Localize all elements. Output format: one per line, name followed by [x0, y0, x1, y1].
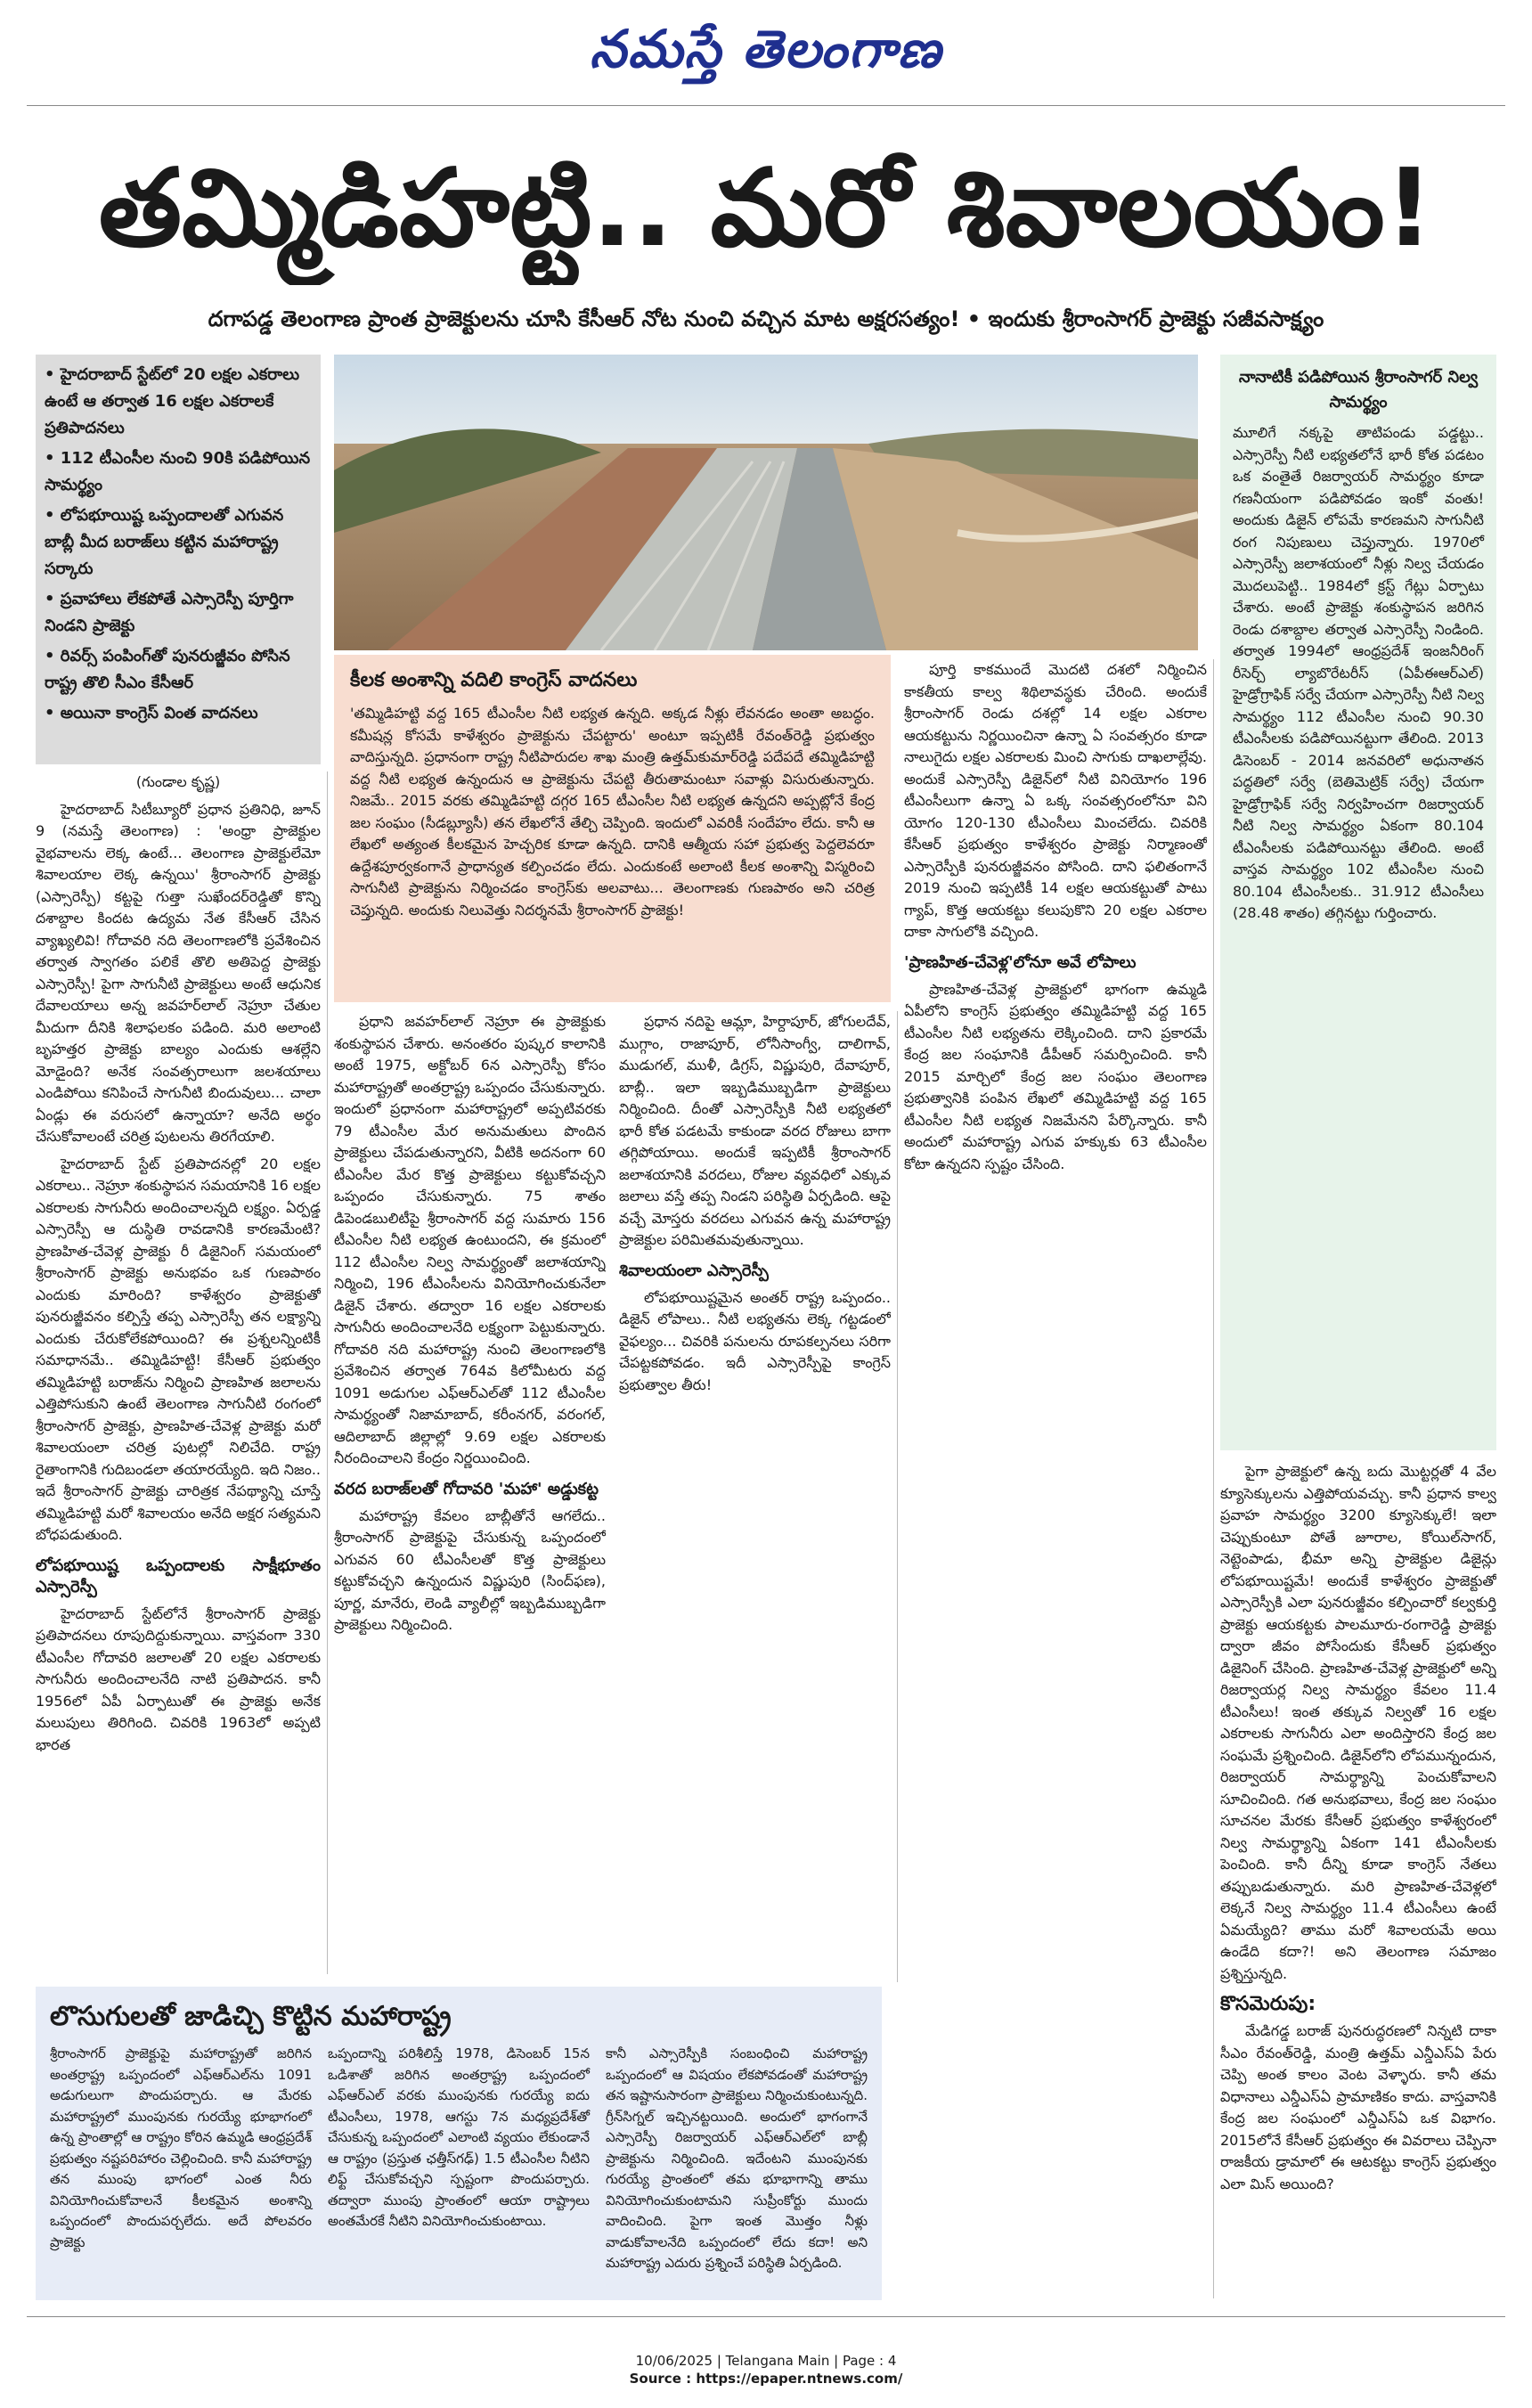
- section-heading: శివాలయంలా ఎస్సారెస్పీ: [619, 1261, 769, 1280]
- paragraph: హైదరాబాద్ స్టేట్ ప్రతిపాదనల్లో 20 లక్షల ఎకరాలు.. నెహ్రూ శంకుస్థాపన సమయానికి 16 లక్షల ఎకరాలకు సాగునీరు అందించాలన్నది లక్ష్యం. ఏర్పడ్డ ఎస్సారెస్పీ ఆ దుస్థితి రావడానికి కారణమేంటి? ప్రాణహిత-చేవెళ్ల ప్రాజెక్టు రీ డిజైనింగ్ సమయంలో శ్రీరాంసాగర్ ప్రాజెక్టు అనుభవం ఒక గుణపాఠం ఎందుకు మారింది? కాళేశ్వరం ప్రాజెక్టుతో పునరుజ్జీవనం కల్పిస్తే తప్ప ఎస్సారెస్పీ తన లక్ష్యాన్ని ఎందుకు చేరుకోలేకపోయింది? ఈ ప్రశ్నలన్నింటికీ సమాధానమే.. తమ్మిడిహట్టి! కేసీఆర్ ప్రభుత్వం తమ్మిడిహట్టి బరాజ్‌ను నిర్మించి ప్రాణహిత జలాలను ఎత్తిపోసుకుని ఉంటే తెలంగాణ సాగునీటి రంగంలో శ్రీరాంసాగర్ ప్రాజెక్టు, ప్రాణహిత-చేవెళ్ల ప్రాజెక్టు మరో శివాలయంలా చరిత్ర పుటల్లో నిలిచేది. రాష్ట్ర రైతాంగానికి గుదిబండలా తయారయ్యేది. ఇది నిజం.. ఇదే శ్రీరాంసాగర్ ప్రాజెక్టు చారిత్రక నేపథ్యాన్ని చూస్తే తమ్మిడిహట్టి మరో శివాలయం అనేది అక్షర సత్యమని బోధపడుతుంది.: [36, 1155, 321, 1543]
- maharashtra-box: [36, 1987, 882, 2300]
- highlight-item: • అయినా కాంగ్రెస్ వింత వాదనలు: [45, 700, 312, 727]
- section-heading: లోపభూయిష్ట ఒప్పందాలకు సాక్షీభూతం ఎస్సారెస్పీ: [36, 1555, 321, 1596]
- paragraph: లోపభూయిష్టమైన అంతర్ రాష్ట్ర ఒప్పందం.. డిజైన్ లోపాలు.. నీటి లభ్యతను లెక్క గట్టడంలో వైఫల్యం... చివరికి పనులను రూపకల్పనలు సరిగా చేపట్టకపోవడం. ఇదీ ఎస్సారెస్పీపై కాంగ్రెస్ ప్రభుత్వాల తీరు!: [619, 1288, 891, 1393]
- highlight-item: • లోపభూయిష్ట ఒప్పందాలతో ఎగువన బాబ్లీ మీద బరాజ్‌లు కట్టిన మహారాష్ట్ర సర్కారు: [45, 502, 312, 583]
- article-column-1: [36, 771, 321, 1978]
- paragraph: పైగా ప్రాజెక్టులో ఉన్న బదు మొట్టర్లతో 4 వేల క్యూసెక్కులను ఎత్తిపోయవచ్చు. కానీ ప్రధాన కాల్వ ప్రవాహ సామర్థ్యం 3200 క్యూసెక్కులే! ఇలా చెప్పుకుంటూ పోతే జూరాల, కోయిల్‌సాగర్, నెట్టెంపాడు, భీమా అన్ని ప్రాజెక్టుల డిజైన్లు లోపభూయిష్టమే! అందుకే కాళేశ్వరం ప్రాజెక్టుతో ఎస్సారెస్పీకి ఎలా పునరుజ్జీవం కల్పించారో కల్వకుర్తి ప్రాజెక్టు ఆయకట్టకు పాలమూరు-రంగారెడ్డి ప్రాజెక్టు ద్వారా జీవం పోసేందుకు కేసీఆర్ ప్రభుత్వం డిజైనింగ్ చేసింది. ప్రాణహిత-చేవెళ్ల ప్రాజెక్టులో అన్ని రిజర్వాయర్ల నిల్వ సామర్థ్యం కేవలం 11.4 టీఎంసీలు! ఇంత తక్కువ నిల్వతో 16 లక్షల ఎకరాలకు సాగునీరు ఎలా అందిస్తారని కేంద్ర జల సంఘమే ప్రశ్నించింది. డిజైన్‌లోని లోపమున్నందున, రిజర్వాయర్ సామర్థ్యాన్ని పెంచుకోవాలని సూచించింది. గత అనుభవాలు, కేంద్ర జల సంఘం సూచనల మేరకు కేసీఆర్ ప్రభుత్వం కాళేశ్వరంలో నిల్వ సామర్థ్యాన్ని ఏకంగా 141 టీఎంసీలకు పెంచింది. కానీ దీన్ని కూడా కాంగ్రెస్ నేతలు తప్పుబడుతున్నారు. మరి ప్రాణహిత-చేవెళ్లలో లెక్కనే నిల్వ సామర్థ్యం 11.4 టీఎంసీలు ఉంటే ఏమయ్యేది? తాము మరో శివాలయమే అయి ఉండేది కదా?! అని తెలంగాణ సమాజం ప్రశ్నిస్తున్నది.: [1220, 1463, 1496, 1982]
- paragraph: మహారాష్ట్ర కేవలం బాబ్లీతోనే ఆగలేదు.. శ్రీరాంసాగర్ ప్రాజెక్టుపై చేసుకున్న ఒప్పందంలో ఎగువన 60 టీఎంసీలతో కొత్త ప్రాజెక్టులు కట్టుకోవచ్చని ఉన్నందున విష్ణుపురి (సింద్‌ఫణ), పూర్ణ, మానేరు, లెండి వ్యాలీల్లో ఇబ్బడిముబ్బడిగా ప్రాజెక్టులు నిర్మించింది.: [334, 1506, 606, 1633]
- pullquote-box: [334, 655, 891, 1002]
- paragraph: పూర్తి కాకముందే మొదటి దశలో నిర్మించిన కాకతీయ కాల్వ శిథిలావస్థకు చేరింది. అందుకే శ్రీరాంసాగర్ రెండు దశల్లో 14 లక్షల ఎకరాల ఆయకట్టును నిర్ణయించినా ఉన్నా ఏ సంవత్సరం కూడా నాలుగైదు లక్షల ఎకరాలకు మించి సాగుకు దాఖలాల్లేవు. అందుకే ఎస్సారెస్పీ డిజైన్‌లో నీటి వినియోగం 196 టీఎంసీలుగా ఉన్నా ఏ ఒక్క సంవత్సరంలోనూ విని యోగం 120-130 టీఎంసీలు మించలేదు. చివరికి కేసీఆర్ ప్రభుత్వం కాళేశ్వరం ప్రాజెక్టు నిర్మాణంతో ఎస్సారెస్పీకి పునరుజ్జీవనం పోసింది. దాని ఫలితంగానే 2019 నుంచి ఇప్పటికీ 14 లక్షల ఆయకట్టుతో పాటు గ్యాప్, కొత్త ఆయకట్టు కలుపుకొని 20 లక్షల ఎకరాల దాకా సాగులోకి వచ్చింది.: [904, 661, 1207, 940]
- section-heading: వరద బరాజ్‌లతో గోదావరి 'మహా' అడ్డుకట్ట: [334, 1479, 599, 1498]
- article-column-5: [1220, 1461, 1496, 2300]
- paragraph: మేడిగడ్డ బరాజ్ పునరుద్ధరణలో నిన్నటి దాకా సీఎం రేవంత్‌రెడ్డి, మంత్రి ఉత్తమ్ ఎన్డీఎస్ఏ పేరు చెప్పి అంత కాలం వెంట వెళ్ళారు. కానీ తమ విధానాలు ఎన్డీఎస్ఏ ప్రామాణికం కాదు. వాస్తవానికి కేంద్ర జల సంఘంలో ఎన్డీఎస్ఏ ఒక విభాగం. 2015లోనే కేసీఆర్ ప్రభుత్వం ఈ వివరాలు చెప్పినా రాజకీయ డ్రామాలో ఈ ఆటకట్టు కాంగ్రెస్ ప్రభుత్వం ఎలా మిస్ అయింది?: [1220, 2022, 1496, 2192]
- byline: (గుండాల కృష్ణ): [135, 773, 221, 790]
- subheadline: దగాపడ్డ తెలంగాణ ప్రాంత ప్రాజెక్టులను చూసి కేసీఆర్ నోట నుంచి వచ్చిన మాట అక్షరసత్యం! • ఇందుకు శ్రీరాంసాగర్ ప్రాజెక్టు సజీవసాక్ష్యం: [208, 306, 1324, 331]
- highlight-item: • ప్రవాహాలు లేకపోతే ఎస్సారెస్పీ పూర్తిగా నిండని ప్రాజెక్టు: [45, 586, 312, 640]
- paragraph: హైదరాబాద్ సిటీబ్యూరో ప్రధాన ప్రతినిధి, జూన్ 9 (నమస్తే తెలంగాణ) : 'అంధ్రా ప్రాజెక్టుల వైభవాలను లెక్క ఉంటే... తెలంగాణ ప్రాజెక్టులేమో శివాలయాల లెక్క ఉన్నయి' శ్రీరాంసాగర్ ప్రాజెక్టు (ఎస్సారెస్పీ) కట్టపై గుత్తా సుఖేందర్‌రెడ్డితో కొన్ని దశాబ్దాల కిందట ఉద్యమ నేత కేసీఆర్ చేసిన వ్యాఖ్యలివి! గోదావరి నది తెలంగాణలోకి ప్రవేశించిన తర్వాత స్వాగతం పలికే తొలి అతిపెద్ద ప్రాజెక్టు ఎస్సారెస్పీ! పైగా సాగునీటి ప్రాజెక్టులు అంటే ఆధునిక దేవాలయాలు అన్న జవహర్‌లాల్ నెహ్రూ చేతుల మీదుగా దీనికి శిలాఫలకం పడింది. మరి అలాంటి బృహత్తర ప్రాజెక్టు బాల్యం ఎందుకు ఆశల్లేని మోడైంది? అనేక సంవత్సరాలుగా జలశయాలు ఎండిపోయి కనిపించే సాగునీటి బిందువులు... చాలా ఏండ్లు ఈ వరుసలో ఉన్నాయా? అనేది అర్థం చేసుకోవాలంటే చరిత్ర పుటలను తిరగేయాలి.: [36, 800, 321, 1145]
- headline: తమ్మిడిహట్టి.. మరో శివాలయం!: [98, 147, 1434, 271]
- footer: [0, 2352, 1532, 2388]
- paragraph: ప్రధాన నదిపై ఆమ్లా, హిర్దాపూర్, జోగులదేవ్, ముగ్గాం, రాజాపూర్, లోనీసాంగ్వీ, దాలిగావ్, ముడుగల్, ముళీ, డిగ్రస్, విష్ణుపురి, దేవాపూర్, బాబ్లీ.. ఇలా ఇబ్బడిముబ్బడిగా ప్రాజెక్టులు నిర్మించింది. దీంతో ఎస్సారెస్పీకి నీటి లభ్యతలో భారీ కోత పడటమే కాకుండా వరద రోజులు బాగా తగ్గిపోయాయి. అందుకే ఇప్పటికీ శ్రీరాంసాగర్ జలాశయానికి వరదలు, రోజుల వ్యవధిలో ఎక్కువ జలాలు వస్తే తప్ప నిండని పరిస్థితి ఏర్పడింది. ఆపై వచ్చే మోస్తరు వరదలు ఎగువన ఉన్న మహారాష్ట్ర ప్రాజెక్టుల పరిమితమవుతున్నాయి.: [619, 1013, 891, 1248]
- highlight-item: • 112 టీఎంసీల నుంచి 90కి పడిపోయిన సామర్థ్యం: [45, 445, 312, 499]
- article-column-2: [334, 1011, 606, 1978]
- section-heading: 'ప్రాణహిత-చేవెళ్ల'లోనూ అవే లోపాలు: [904, 952, 1137, 972]
- article-column-4: [904, 659, 1207, 2300]
- section-heading: కొసమెరుపు:: [1220, 1993, 1316, 2015]
- paragraph: హైదరాబాద్ స్టేట్‌లోనే శ్రీరాంసాగర్ ప్రాజెక్టు ప్రతిపాదనలు రూపుదిద్దుకున్నాయి. వాస్తవంగా 330 టీఎంసీల గోదావరి జలాలతో 20 లక్షల ఎకరాలకు సాగునీరు అందించాలనేది నాటి ప్రతిపాదన. కానీ 1956లో ఏపీ ఏర్పాటుతో ఈ ప్రాజెక్టు అనేక మలుపులు తిరిగింది. చివరికి 1963లో అప్పటి భారత: [36, 1604, 321, 1753]
- masthead-logo: నమస్తే తెలంగాణ: [590, 19, 942, 79]
- column-divider: [1213, 659, 1214, 2298]
- column-divider: [327, 771, 328, 1974]
- highlights-box: [36, 355, 321, 764]
- footer-rule: [27, 2316, 1505, 2317]
- capacity-sidebox: [1220, 355, 1496, 1450]
- column-divider: [897, 1011, 898, 1982]
- masthead-rule: [27, 105, 1505, 106]
- footer-source: Source : https://epaper.ntnews.com/: [629, 2371, 903, 2387]
- bluebox-paragraph: కానీ ఎస్సారెస్పీకి సంబంధించి మహారాష్ట్ర ఒప్పందంలో ఆ విషయం లేకపోవడంతో మహారాష్ట్ర తన ఇష్టానుసారంగా ప్రాజెక్టులు నిర్మించుకుంటున్నది. గ్రీన్‌సిగ్నల్ ఇచ్చినట్టయింది. అందులో భాగంగానే ఎస్సారెస్పీ రిజర్వాయర్ ఎఫ్ఆర్ఎల్‌లో బాబ్లీ ప్రాజెక్టును నిర్మించింది. ఇదేంటని ముంపునకు గురయ్యే ప్రాంతంలో తమ భూభాగాన్ని తాము వినియోగించుకుంటామని సుప్రీంకోర్టు ముందు వాదించింది. పైగా ఇంత మొత్తం నీళ్లు వాడుకోవాలనేది ఒప్పందంలో లేదు కదా! అని మహారాష్ట్ర ఎదురు ప్రశ్నించే పరిస్థితి ఏర్పడింది.: [606, 2045, 868, 2271]
- masthead: [0, 0, 1532, 98]
- pullquote-text: 'తమ్మిడిహట్టి వద్ద 165 టీఎంసీల నీటి లభ్యత ఉన్నది. అక్కడ నీళ్లు లేవనడం అంతా అబద్ధం. కమీషన్ల కోసమే కాళేశ్వరం ప్రాజెక్టును చేపట్టారు' అంటూ ఇప్పటికీ రేవంత్‌రెడ్డి ప్రభుత్వం వాదిస్తున్నది. ప్రధానంగా రాష్ట్ర నీటిపారుదల శాఖ మంత్రి ఉత్తమ్‌కుమార్‌రెడ్డి పదేపదే తమ్మిడిహట్టి వద్ద నీటి లభ్యత ఉన్నందున ఆ ప్రాజెక్టును చేపట్టి తీరుతామంటూ సవాళ్లు విసురుతున్నారు. నిజమే.. 2015 వరకు తమ్మిడిహట్టి దగ్గర 165 టీఎంసీల నీటి లభ్యత ఉన్నదని అప్పట్లోనే కేంద్ర జల సంఘం (సీడబ్ల్యూసీ) తన లేఖలోనే తేల్చి చెప్పింది. ఇందులో ఎవరికీ సందేహం లేదు. కానీ ఆ లేఖలో అత్యంత కీలకమైన హెచ్చరిక కూడా ఉన్నది. దానికి ఆత్మీయ సహా ప్రభుత్వ పెద్దలెవరూ ఉద్దేశపూర్వకంగానే ప్రాధాన్యత కల్పించడం లేదు. ఎందుకంటే అలాంటి కీలక అంశాన్ని విస్మరించి సాగునీటి ప్రాజెక్టును నిర్మించడం కాంగ్రెస్‌కు అలవాటు... తెలంగాణకు గుణపాఠం అని చరిత్ర చెప్తున్నది. అందుకు నిలువెత్తు నిదర్శనమే శ్రీరాంసాగర్ ప్రాజెక్టు!: [350, 705, 875, 918]
- sidebox-text: మూలిగే నక్కపై తాటిపండు పడ్డట్టు.. ఎస్సారెస్పీ నీటి లభ్యతలోనే భారీ కోత పడటం ఒక వంతైతే రిజర్వాయర్ సామర్థ్యం కూడా గణనీయంగా పడిపోవడం ఇంకో వంతు! అందుకు డిజైన్ లోపమే కారణమని సాగునీటి రంగ నిపుణులు చెప్తున్నారు. 1970లో ఎస్సారెస్పీ జలాశయంలో నీళ్లు నిల్వ చేయడం మొదలుపెట్టి.. 1984లో క్రస్ట్ గేట్లు ఏర్పాటు చేశారు. అంటే ప్రాజెక్టు శంకుస్థాపన జరిగిన రెండు దశాబ్దాల తర్వాత ఎస్సారెస్పీ నిండింది. తర్వాత 1994లో ఆంధ్రప్రదేశ్ ఇంజనీరింగ్ రీసెర్చ్ ల్యాబొరేటరీస్ (ఏపీఈఆర్ఎల్) హైడ్రోగ్రాఫిక్ సర్వే చేయగా ఎస్సారెస్పీ నీటి నిల్వ సామర్థ్యం 112 టీఎంసీల నుంచి 90.30 టీఎంసీలకు పడిపోయినట్టుగా తేలింది. 2013 డిసెంబర్ - 2014 జనవరిలో అధునాతన పద్ధతిలో సర్వే (బెతిమెట్రిక్ సర్వే) చేయగా హైడ్రోగ్రాఫిక్ సర్వే నిర్వహించగా రిజర్వాయర్ నీటి నిల్వ సామర్థ్యం ఏకంగా 80.104 టీఎంసీలకు పడిపోయినట్టు తేలింది. అంటే వాస్తవ సామర్థ్యం 102 టీఎంసీల నుంచి 80.104 టీఎంసీలకు.. 31.912 టీఎంసీలు (28.48 శాతం) తగ్గినట్టు గుర్తించారు.: [1233, 424, 1484, 921]
- bluebox-paragraph: ఒప్పందాన్ని పరిశీలిస్తే 1978, డిసెంబర్ 15న ఒడిశాతో జరిగిన అంతర్రాష్ట్ర ఒప్పందంలో ఎఫ్ఆర్ఎల్ వరకు ముంపునకు గురయ్యే ఐదు టీఎంసీలు, 1978, ఆగస్టు 7న మధ్యప్రదేశ్‌తో చేసుకున్న ఒప్పందంలో ఎలాంటి వ్యయం లేకుండానే ఆ రాష్ట్రం (ప్రస్తుత ఛత్తీస్‌గఢ్) 1.5 టీఎంసీల నీటిని లిఫ్ట్ చేసుకోవచ్చని స్పష్టంగా పొందుపర్చారు. తద్వారా ముంపు ప్రాంతంలో ఆయా రాష్ట్రాలు అంతమేరకే నీటిని వినియోగించుకుంటాయి.: [328, 2045, 590, 2229]
- highlight-item: • హైదరాబాద్ స్టేట్‌లో 20 లక్షల ఎకరాలు ఉంటే ఆ తర్వాత 16 లక్షల ఎకరాలకే ప్రతిపాదనలు: [45, 362, 312, 442]
- paragraph: ప్రాణహిత-చేవెళ్ల ప్రాజెక్టులో భాగంగా ఉమ్మడి ఏపీలోని కాంగ్రెస్ ప్రభుత్వం తమ్మిడిహట్టి వద్ద 165 టీఎంసీల నీటి లభ్యతను లెక్కించింది. దాని ప్రకారమే కేంద్ర జల సంఘానికి డీపీఆర్ సమర్పించింది. కానీ 2015 మార్చిలో కేంద్ర జల సంఘం తెలంగాణ ప్రభుత్వానికి పంపిన లేఖలో తమ్మిడిహట్టి వద్ద 165 టీఎంసీల నీటి లభ్యత నిజమేనని పేర్కొన్నారు. కానీ అందులో మహారాష్ట్ర ఎగువ హక్కుకు 63 టీఎంసీల కోటా ఉన్నదని స్పష్టం చేసింది.: [904, 980, 1207, 1172]
- paragraph: ప్రధాని జవహర్‌లాల్ నెహ్రూ ఈ ప్రాజెక్టుకు శంకుస్థాపన చేశారు. అనంతరం పుష్కర కాలానికి అంటే 1975, అక్టోబర్ 6న ఎస్సారెస్పీ కోసం మహారాష్ట్రతో అంతర్రాష్ట్ర ఒప్పందం చేసుకున్నారు. ఇందులో ప్రధానంగా మహారాష్ట్రలో అప్పటివరకు 79 టీఎంసీల మేర అనుమతులు పొందిన ప్రాజెక్టులు చేపడుతున్నారని, వీటికి అదనంగా 60 టీఎంసీల మేర కొత్త ప్రాజెక్టులు కట్టుకోవచ్చని ఒప్పందం చేసుకున్నారు. 75 శాతం డిపెండబులిటీపై శ్రీరాంసాగర్ వద్ద సుమారు 156 టీఎంసీల నీటి లభ్యత ఉంటుందని, ఈ క్రమంలో 112 టీఎంసీల నిల్వ సామర్థ్యంతో జలాశయాన్ని నిర్మించి, 196 టీఎంసీలను వినియోగించుకునేలా డిజైన్ చేశారు. తద్వారా 16 లక్షల ఎకరాలకు సాగునీరు అందించాలనేది లక్ష్యంగా పెట్టుకున్నారు. గోదావరి నది మహారాష్ట్ర నుంచి తెలంగాణలోకి ప్రవేశించిన తర్వాత 764వ కిలోమీటరు వద్ద 1091 అడుగుల ఎఫ్ఆర్ఎల్‌తో 112 టీఎంసీల సామర్థ్యంతో నిజామాబాద్, కరీంనగర్, వరంగల్, ఆదిలాబాద్ జిల్లాల్లో 9.69 లక్షల ఎకరాలకు నీరందించాలని కేంద్రం నిర్ణయించింది.: [334, 1013, 606, 1466]
- sidebox-title: నానాటికీ పడిపోయిన శ్రీరాంసాగర్ నిల్వ సామర్థ్యం: [1238, 368, 1479, 412]
- highlight-item: • రివర్స్ పంపింగ్‌తో పునరుజ్జీవం పోసిన రాష్ట్ర తొలి సీఎం కేసీఆర్: [45, 643, 312, 697]
- bluebox-title: లొసుగులతో జాడిచ్చి కొట్టిన మహారాష్ట్ర: [50, 2001, 452, 2032]
- dam-photo-image: [334, 355, 1198, 650]
- pullquote-title: కీలక అంశాన్ని వదిలి కాంగ్రెస్ వాదనలు: [350, 669, 638, 691]
- footer-date-page: 10/06/2025 | Telangana Main | Page : 4: [635, 2353, 897, 2369]
- dam-photo: [334, 355, 1198, 650]
- article-column-3: [619, 1011, 891, 1978]
- bluebox-paragraph: శ్రీరాంసాగర్ ప్రాజెక్టుపై మహారాష్ట్రతో జరిగిన అంతర్రాష్ట్ర ఒప్పందంలో ఎఫ్ఆర్ఎల్‌ను 1091 అడుగులుగా పొందుపర్చారు. ఆ మేరకు మహారాష్ట్రలో ముంపునకు గురయ్యే భూభాగంలో ఉన్న ప్రాంతాల్లో ఆ రాష్ట్రం కోరిన ఉమ్మడి ఆంధ్రప్రదేశ్ ప్రభుత్వం నష్టపరిహారం చెల్లించింది. కానీ మహారాష్ట్ర తన ముంపు భాగంలో ఎంత నీరు వినియోగించుకోవాలనే కీలకమైన అంశాన్ని ఒప్పందంలో పొందుపర్చలేదు. అదే పోలవరం ప్రాజెక్టు: [50, 2045, 312, 2250]
